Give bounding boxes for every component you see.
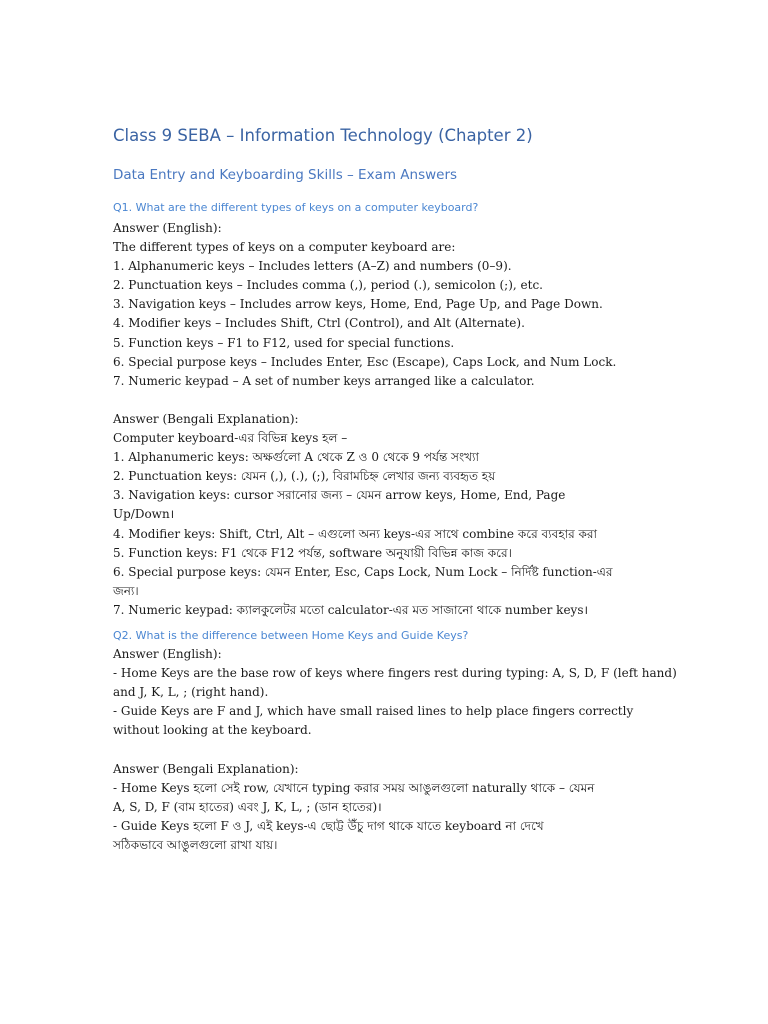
bengali-answer-line: 5. Function keys: F1 থেকে F12 পর্যন্ত, software অনুযায়ী বিভিন্ন কাজ করে। [113, 545, 512, 560]
question-2-heading: Q2. What is the difference between Home Keys and Guide Keys? [113, 628, 469, 642]
bengali-answer-line: - Home Keys হলো সেই row, যেখানে typing করার সময় আঙুলগুলো naturally থাকে – যেমন [113, 780, 595, 795]
bengali-answer-line: - Guide Keys হলো F ও J, এই keys-এ ছোট্ট উঁচু দাগ থাকে যাতে keyboard না দেখে [113, 818, 544, 833]
bengali-answer-line: 1. Alphanumeric keys: অক্ষর্গুলো A থেকে Z ও 0 থেকে 9 পর্যন্ত সংখ্যা [113, 450, 479, 465]
answer-english-label: Answer (English): [113, 646, 222, 661]
answer-line: 6. Special purpose keys – Includes Enter, Esc (Escape), Caps Lock, and Num Lock. [113, 354, 617, 369]
answer-line: 5. Function keys – F1 to F12, used for special functions. [113, 335, 455, 350]
answer-line: 1. Alphanumeric keys – Includes letters (A–Z) and numbers (0–9). [113, 259, 512, 274]
answer-bengali-label: Answer (Bengali Explanation): [113, 761, 299, 776]
question-2-section [113, 626, 728, 855]
answer-line: and J, K, L, ; (right hand). [113, 685, 269, 700]
bengali-answer-line: 2. Punctuation keys: যেমন (,), (.), (;), বিরামচিহ্ন লেখার জন্য ব্যবহৃত হয় [113, 469, 496, 484]
question-1-heading: Q1. What are the different types of keys on a computer keyboard? [113, 201, 479, 214]
bengali-answer-line: 3. Navigation keys: cursor সরানোর জন্য – যেমন arrow keys, Home, End, Page [113, 488, 566, 503]
bengali-answer-line: Computer keyboard-এর বিভিন্ন keys হল – [113, 431, 348, 446]
bengali-answer-line: Up/Down। [113, 507, 175, 522]
bengali-answer-line: জন্য। [113, 583, 139, 598]
answer-line: without looking at the keyboard. [113, 723, 312, 738]
document-subtitle: Data Entry and Keyboarding Skills – Exam Answers [113, 167, 458, 183]
document-title: Class 9 SEBA – Information Technology (Chapter 2) [113, 126, 533, 145]
question-1-section [113, 198, 728, 620]
bengali-answer-line: 6. Special purpose keys: যেমন Enter, Esc, Caps Lock, Num Lock – নির্দিষ্ট function-এর [113, 564, 613, 579]
answer-line: - Guide Keys are F and J, which have small raised lines to help place fingers correctly [113, 704, 634, 719]
bengali-answer-line: 7. Numeric keypad: ক্যালকুলেটর মতো calculator-এর মত সাজানো থাকে number keys। [113, 602, 589, 617]
bengali-answer-line: 4. Modifier keys: Shift, Ctrl, Alt – এগুলো অন্য keys-এর সাথে combine করে ব্যবহার করা [113, 526, 597, 541]
answer-line: The different types of keys on a computer keyboard are: [113, 240, 456, 255]
answer-line: 7. Numeric keypad – A set of number keys arranged like a calculator. [113, 373, 535, 388]
bengali-answer-line: সঠিকভাবে আঙুলগুলো রাখা যায়। [113, 837, 278, 852]
bengali-answer-line: A, S, D, F (বাম হাতের) এবং J, K, L, ; (ডান হাতের)। [113, 799, 382, 814]
answer-english-label: Answer (English): [113, 221, 222, 235]
answer-line: 4. Modifier keys – Includes Shift, Ctrl (Control), and Alt (Alternate). [113, 316, 525, 331]
answer-line: 2. Punctuation keys – Includes comma (,), period (.), semicolon (;), etc. [113, 278, 543, 293]
answer-line: - Home Keys are the base row of keys where fingers rest during typing: A, S, D, F (left hand) [113, 666, 677, 681]
answer-bengali-label: Answer (Bengali Explanation): [113, 411, 299, 426]
answer-line: 3. Navigation keys – Includes arrow keys, Home, End, Page Up, and Page Down. [113, 297, 603, 312]
